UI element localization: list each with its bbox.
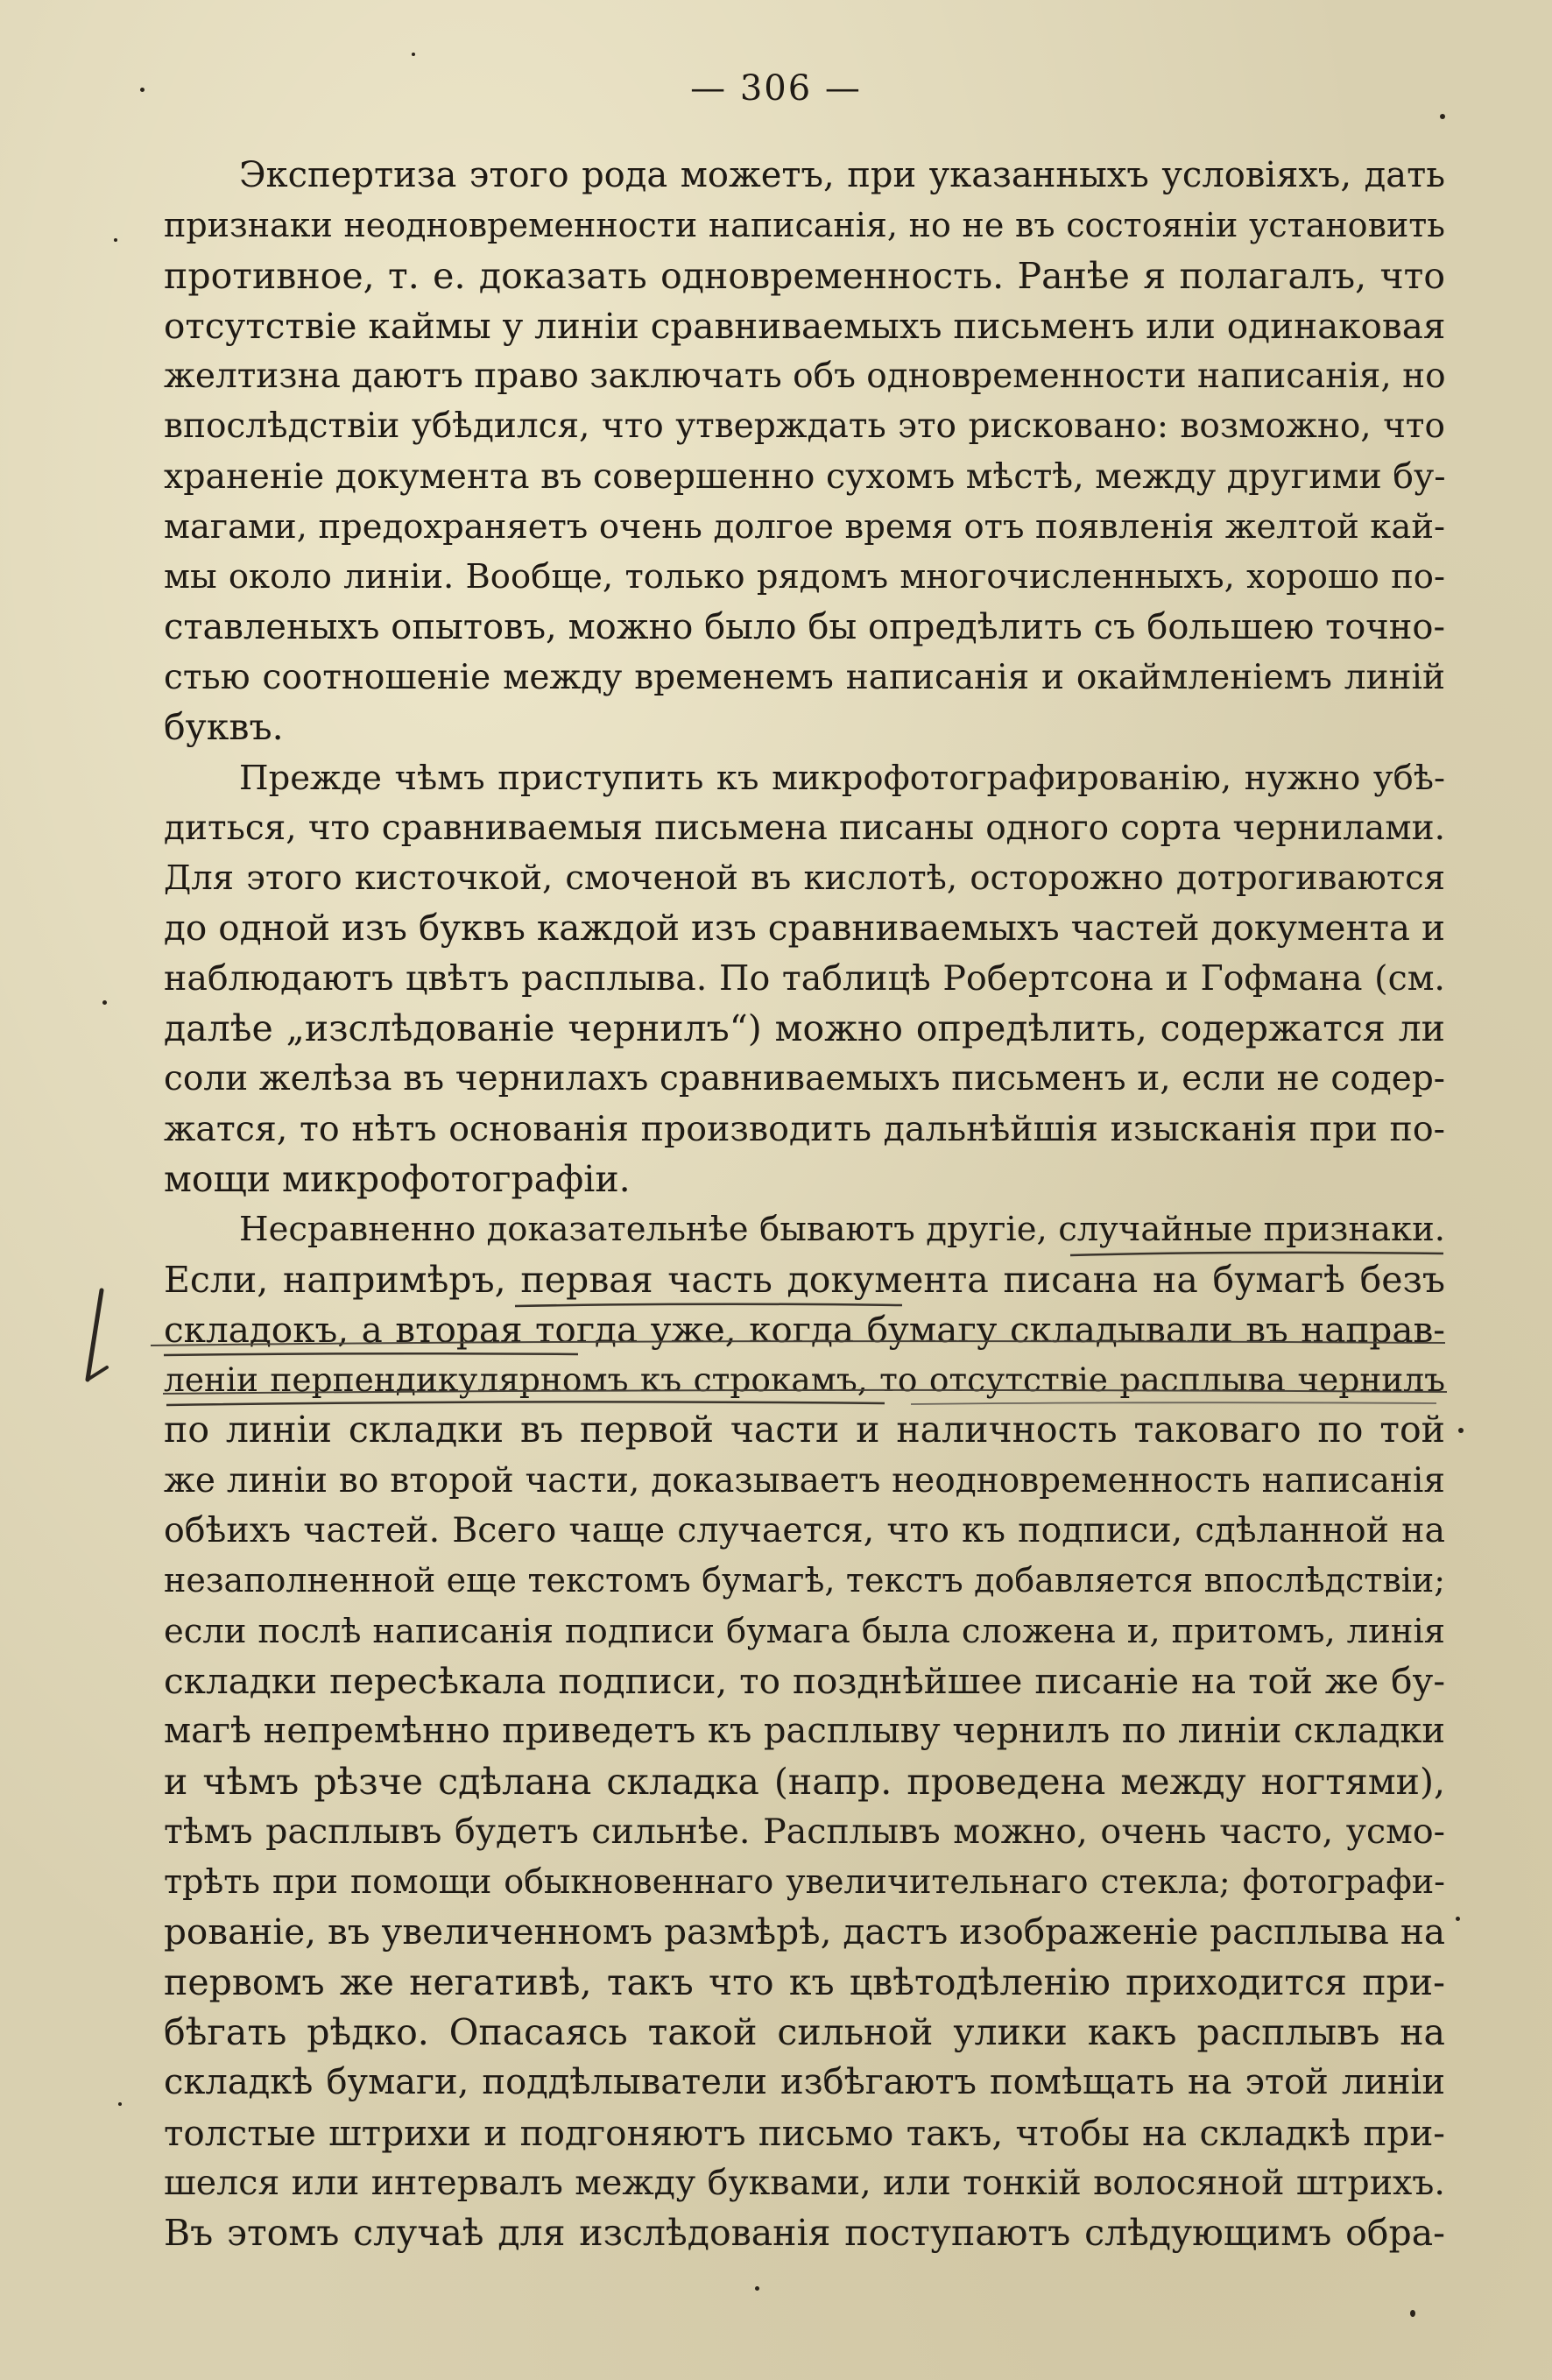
paper-speck (102, 1000, 107, 1005)
text-line: шелся или интервалъ между буквами, или тонкій волосяной штрихъ. (164, 2162, 1445, 2203)
text-line: стью соотношеніе между временемъ написанія и окаймленіемъ линій (164, 657, 1445, 697)
text-line: впослѣдствіи убѣдился, что утверждать это рисковано: возможно, что (164, 406, 1445, 447)
paper-speck (412, 53, 415, 56)
text-line: же линіи во второй части, доказываетъ неодновременность написанія (164, 1460, 1445, 1501)
paper-speck (140, 88, 145, 92)
text-line: складокъ, а вторая тогда уже, когда бумагу складывали въ направ- (164, 1308, 1445, 1351)
text-line: отсутствіе каймы у линіи сравниваемыхъ письменъ или одинаковая (164, 304, 1446, 347)
text-line: Несравненно доказательнѣе бываютъ другіе, случайные признаки. (239, 1210, 1445, 1250)
text-line: рованіе, въ увеличенномъ размѣрѣ, дастъ изображеніе расплыва на (164, 1910, 1445, 1953)
body-text (164, 151, 1445, 2258)
text-line: трѣть при помощи обыкновеннаго увеличительнаго стекла; фотографи- (164, 1862, 1445, 1902)
text-line: мы около линіи. Вообще, только рядомъ многочисленныхъ, хорошо по- (164, 557, 1445, 597)
text-line: Въ этомъ случаѣ для изслѣдованія поступаютъ слѣдующимъ обра- (164, 2212, 1445, 2255)
paper-speck (1410, 2310, 1415, 2317)
text-line: до одной изъ буквъ каждой изъ сравниваемыхъ частей документа и (164, 907, 1445, 950)
text-line: леніи перпендикулярномъ къ строкамъ, то отсутствіе расплыва чернилъ (164, 1360, 1445, 1400)
text-line: магѣ непремѣнно приведетъ къ расплыву чернилъ по линіи складки (164, 1711, 1445, 1752)
text-line: магами, предохраняетъ очень долгое время отъ появленія желтой кай- (164, 507, 1445, 547)
text-line: мощи микрофотографіи. (164, 1157, 631, 1200)
text-line: бѣгать рѣдко. Опасаясь такой сильной улики какъ расплывъ на (164, 2010, 1445, 2053)
text-line: если послѣ написанія подписи бумага была сложена и, притомъ, линія (164, 1611, 1445, 1651)
text-line: ставленыхъ опытовъ, можно было бы опредѣлить съ большею точно- (164, 606, 1445, 647)
text-line: незаполненной еще текстомъ бумагѣ, текстъ добавляется впослѣдствіи; (164, 1561, 1445, 1600)
paper-speck (1458, 1428, 1464, 1433)
text-line: Если, напримѣръ, первая часть документа писана на бумагѣ безъ (164, 1258, 1445, 1301)
text-line: тѣмъ расплывъ будетъ сильнѣе. Расплывъ можно, очень часто, усмо- (164, 1811, 1445, 1852)
text-line: противное, т. е. доказать одновременность. Ранѣе я полагалъ, что (164, 254, 1445, 297)
text-line: Экспертиза этого рода можетъ, при указанныхъ условіяхъ, дать (239, 155, 1445, 195)
text-line: буквъ. (164, 706, 284, 749)
text-line: складкѣ бумаги, поддѣлыватели избѣгаютъ помѣщать на этой линіи (164, 2062, 1445, 2103)
paper-speck (118, 2102, 122, 2106)
text-line: Прежде чѣмъ приступить къ микрофотографированію, нужно убѣ- (239, 758, 1445, 798)
text-line: диться, что сравниваемыя письмена писаны одного сорта чернилами. (164, 808, 1445, 848)
margin-pencil-mark (77, 1283, 138, 1388)
text-line: храненіе документа въ совершенно сухомъ мѣстѣ, между другими бу- (164, 456, 1446, 497)
text-line: толстые штрихи и подгоняютъ письмо такъ, чтобы на складкѣ при- (164, 2111, 1445, 2154)
paper-speck (755, 2286, 759, 2291)
text-line: желтизна даютъ право заключать объ одновременности написанія, но (164, 357, 1446, 397)
text-line: обѣихъ частей. Всего чаще случается, что къ подписи, сдѣланной на (164, 1510, 1445, 1551)
text-line: и чѣмъ рѣзче сдѣлана складка (напр. проведена между ногтями), (164, 1760, 1445, 1803)
text-line: складки пересѣкала подписи, то позднѣйшее писаніе на той же бу- (164, 1659, 1445, 1702)
text-line: первомъ же негативѣ, такъ что къ цвѣтодѣленію приходится при- (164, 1960, 1445, 2003)
paper-speck (114, 238, 117, 242)
text-line: по линіи складки въ первой части и наличность таковаго по той (164, 1409, 1445, 1451)
text-line: жатся, то нѣтъ основанія производить дальнѣйшія изысканія при по- (164, 1108, 1445, 1149)
text-line: Для этого кисточкой, смоченой въ кислотѣ, осторожно дотрогиваются (164, 858, 1445, 899)
paper-speck (1456, 1917, 1460, 1921)
text-line: соли желѣза въ чернилахъ сравниваемыхъ письменъ и, если не содер- (164, 1059, 1445, 1099)
text-line: далѣе „изслѣдованіе чернилъ“) можно опредѣлить, содержатся ли (164, 1007, 1445, 1050)
paper-speck (1440, 114, 1445, 119)
text-line: наблюдаютъ цвѣтъ расплыва. По таблицѣ Робертсона и Гофмана (см. (164, 957, 1445, 999)
text-line: признаки неодновременности написанія, но не въ состояніи установить (164, 206, 1445, 245)
page-number: — 306 — (690, 68, 862, 109)
